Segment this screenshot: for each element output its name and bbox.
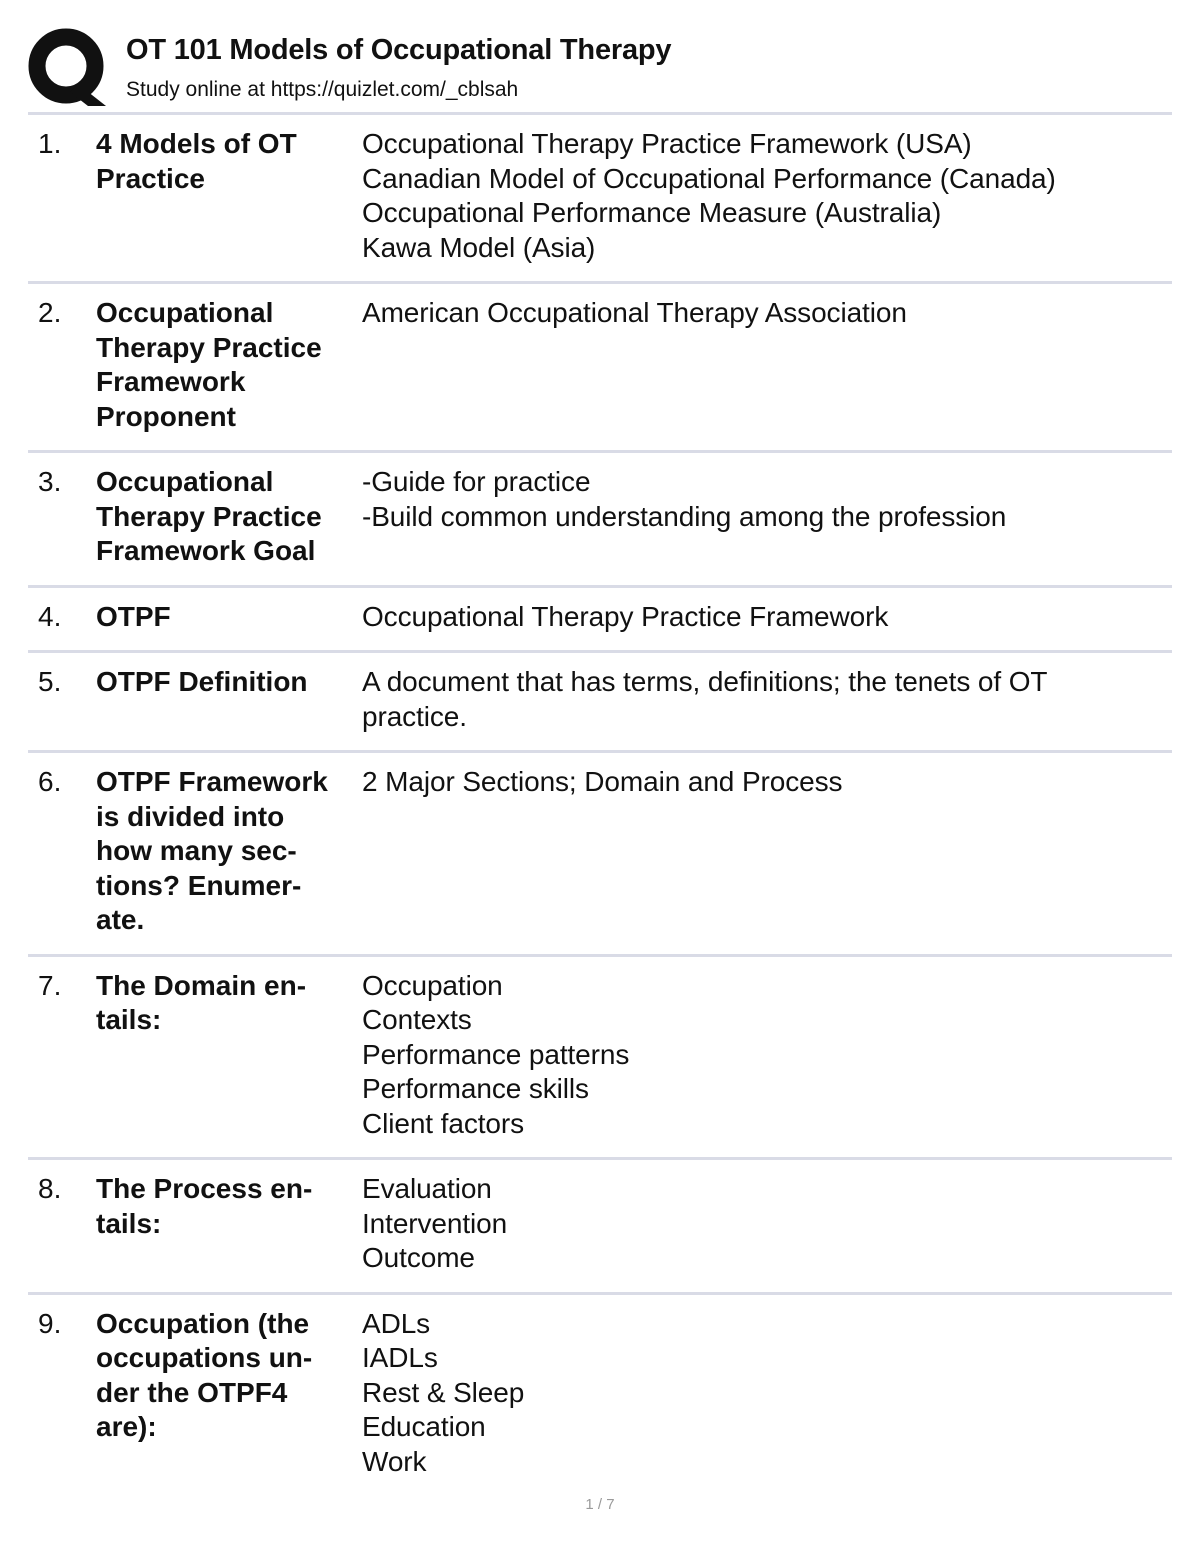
- card-definition: -Guide for practice -Build common understanding among the profession: [362, 466, 1007, 532]
- card-term: The Process en- tails:: [96, 1173, 313, 1239]
- document-header: [28, 28, 1172, 112]
- card-number: 7.: [38, 969, 62, 1001]
- document-title: OT 101 Models of Occupational Therapy: [126, 34, 672, 66]
- flashcard-row: [28, 653, 1172, 753]
- card-number: 6.: [38, 766, 62, 797]
- card-definition: Occupational Therapy Practice Framework (USA) Canadian Model of Occupational Performance (Canada) Occupational Performance Measure (Australia) Kawa Model (Asia): [362, 128, 1056, 263]
- card-definition: Occupation Contexts Performance patterns Performance skills Client factors: [362, 969, 630, 1139]
- flashcard-row: [28, 957, 1172, 1161]
- card-term: OTPF Definition: [96, 666, 308, 697]
- page-number: 1 / 7: [585, 1496, 615, 1513]
- flashcard-row: [28, 284, 1172, 453]
- card-number: 4.: [38, 600, 62, 632]
- flashcard-row: [28, 1295, 1172, 1496]
- card-term: Occupational Therapy Practice Framework Proponent: [96, 297, 322, 432]
- study-online-link[interactable]: Study online at https://quizlet.com/_cblsah: [126, 78, 519, 101]
- flashcard-row: [28, 753, 1172, 957]
- card-number: 2.: [38, 297, 62, 328]
- card-number: 1.: [38, 128, 62, 159]
- flashcard-row: [28, 453, 1172, 588]
- card-number: 9.: [38, 1307, 62, 1339]
- card-definition: ADLs IADLs Rest & Sleep Education Work: [362, 1307, 525, 1477]
- card-definition: Evaluation Intervention Outcome: [362, 1173, 508, 1273]
- card-term: OTPF Framework is divided into how many sec- tions? Enumer- ate.: [96, 766, 328, 935]
- flashcard-list: [28, 115, 1172, 1495]
- card-number: 5.: [38, 666, 62, 697]
- card-term: The Domain en- tails:: [96, 969, 307, 1035]
- card-number: 3.: [38, 466, 62, 497]
- card-definition: Occupational Therapy Practice Framework: [362, 600, 889, 632]
- card-definition: A document that has terms, definitions; the tenets of OT practice.: [362, 666, 1048, 732]
- flashcard-row: [28, 1160, 1172, 1295]
- card-number: 8.: [38, 1173, 62, 1204]
- quizlet-logo-icon: [28, 28, 108, 108]
- card-term: OTPF: [96, 600, 171, 632]
- card-definition: 2 Major Sections; Domain and Process: [362, 766, 843, 797]
- flashcard-row: [28, 115, 1172, 284]
- card-term: Occupational Therapy Practice Framework Goal: [96, 466, 322, 566]
- card-term: Occupation (the occupations un- der the OTPF4 are):: [96, 1307, 313, 1442]
- card-definition: American Occupational Therapy Association: [362, 297, 907, 328]
- flashcard-row: [28, 588, 1172, 654]
- card-term: 4 Models of OT Practice: [96, 128, 297, 194]
